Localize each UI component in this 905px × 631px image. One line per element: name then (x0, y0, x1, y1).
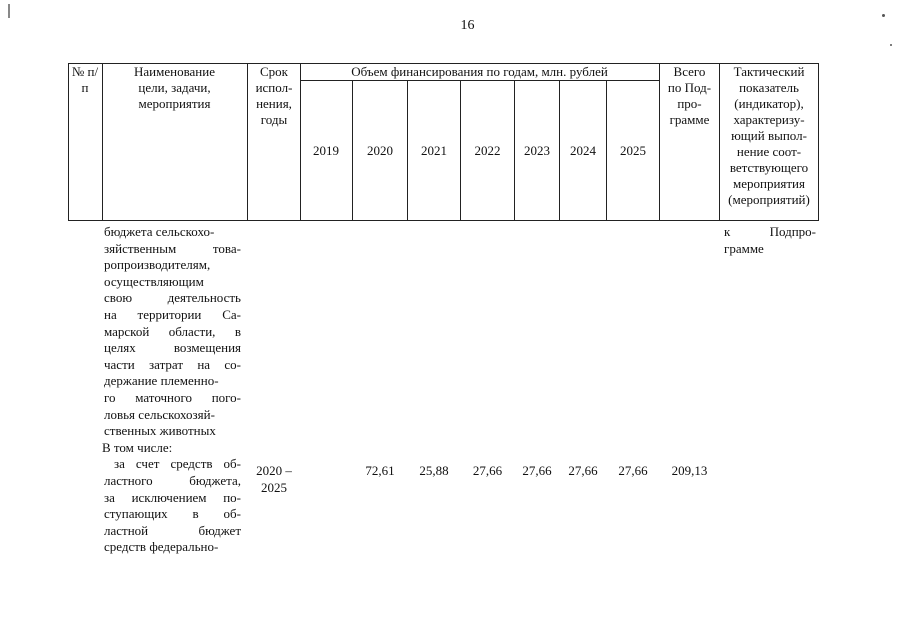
header-year-2022: 2022 (474, 143, 501, 158)
measure-term: 2020 – 2025 (256, 463, 292, 495)
header-year-2023: 2023 (524, 143, 550, 158)
header-name: Наименование цели, задачи, мероприятия (134, 64, 215, 111)
scan-mark (8, 4, 10, 18)
value-2024: 27,66 (568, 463, 598, 478)
value-2022: 27,66 (472, 463, 503, 478)
header-funding-title: Объем финансирования по годам, млн. рублей (351, 64, 608, 79)
value-2021: 25,88 (419, 463, 449, 478)
page-number: 16 (460, 18, 475, 33)
header-year-2024: 2024 (570, 143, 596, 158)
scan-mark (882, 14, 885, 17)
value-total: 209,13 (671, 463, 708, 478)
indicator-text: к Подпро- грамме (724, 224, 816, 256)
value-2020: 72,61 (365, 463, 395, 478)
header-indicator: Тактический показатель (индикатор), характеризу- ющий выпол- нение соот- ветствующего мероприятия (мероприятий) (728, 64, 810, 207)
header-year-2021: 2021 (421, 143, 447, 158)
scan-mark (890, 44, 892, 46)
header-year-2020: 2020 (367, 143, 393, 158)
header-year-2025: 2025 (620, 143, 646, 158)
header-total: Всего по Под- про- грамме (667, 64, 712, 127)
measure-name: бюджета сельскохо- зяйственным това- ропроизводителям, осуществляющим свою деятельность на территории Са- марской области, в целях возмещения части затрат на со- держание племенно- го маточного пого- ловья сельскохозяй- ственных животных В том числе: за счет средств об- ластного бюджета, за исключением по- ступающих в об- ластной бюджет средств федерально- (102, 224, 241, 555)
header-num: № п/п (71, 64, 99, 95)
header-year-2019: 2019 (313, 143, 339, 158)
value-2023: 27,66 (522, 463, 552, 478)
header-term: Срок испол- нения, годы (255, 64, 293, 127)
value-2025: 27,66 (618, 463, 648, 478)
